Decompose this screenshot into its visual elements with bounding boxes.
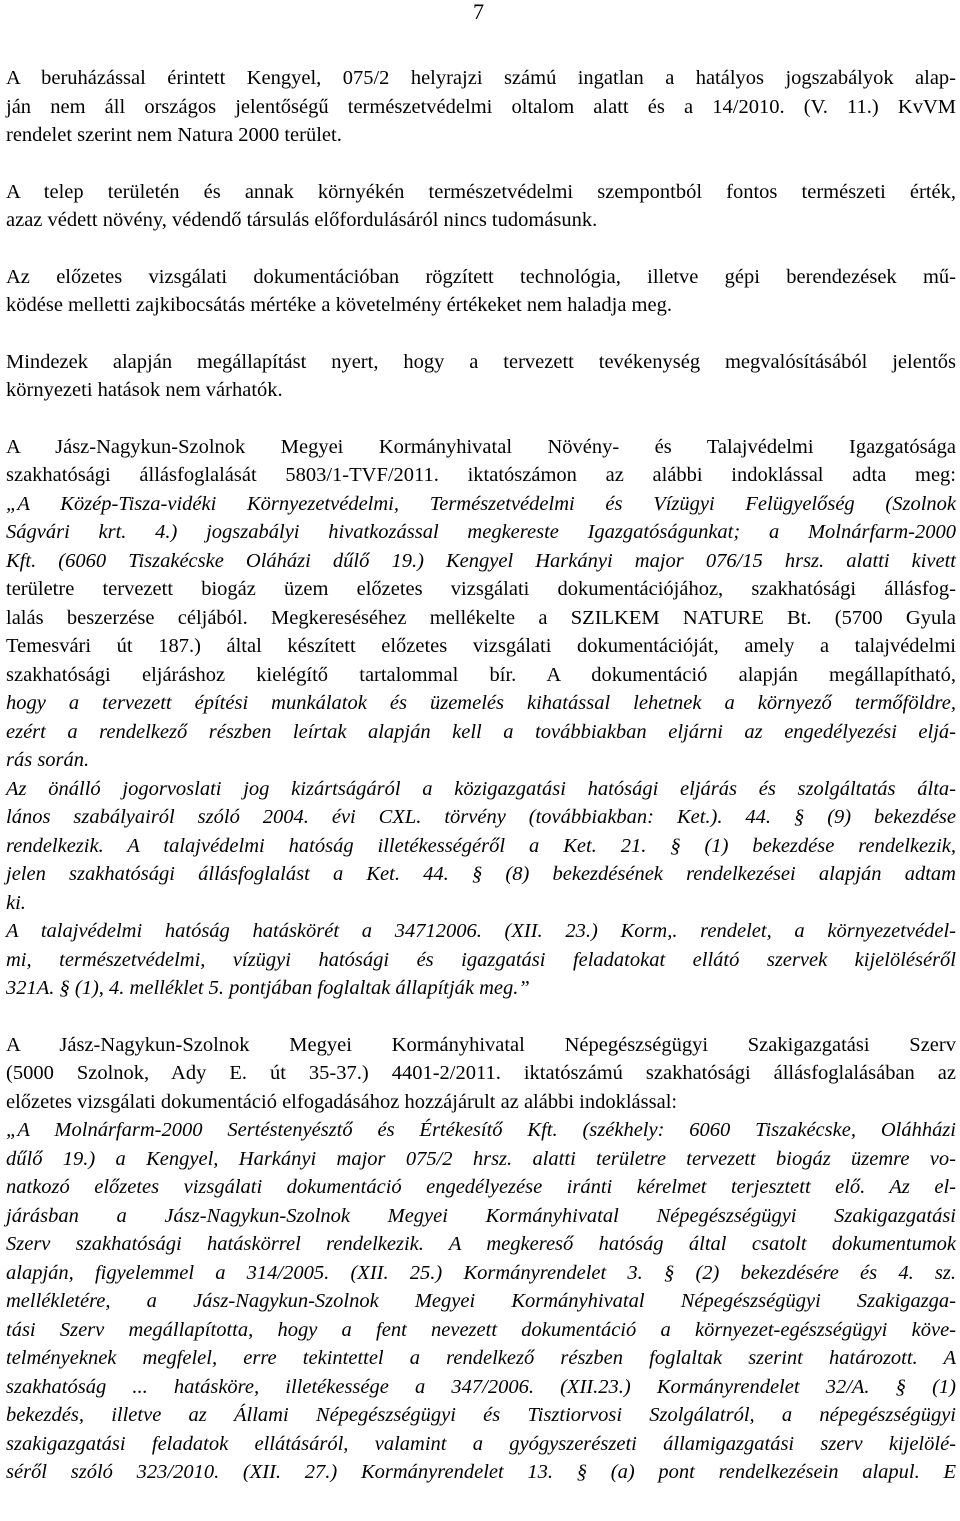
text-line: lános szabályairól szóló 2004. évi CXL. törvény (továbbiakban: Ket.). 44. § (9) bekezdése (6, 806, 956, 828)
text-line: A talajvédelmi hatóság hatáskörét a 34712006. (XII. 23.) Korm,. rendelet, a környezetvédel- (6, 920, 956, 942)
text-line: (5000 Szolnok, Ady E. út 35-37.) 4401-2/2011. iktatószámú szakhatósági állásfoglalásában az (6, 1062, 956, 1084)
text-line: ján nem áll országos jelentőségű természetvédelmi oltalom alatt és a 14/2010. (V. 11.) KvVM (6, 95, 956, 118)
page-number: 7 (473, 0, 484, 24)
text-line: Temesvári út 187.) által készített előzetes vizsgálati dokumentációját, amely a talajvédelmi (6, 635, 956, 657)
text-line: előzetes vizsgálati dokumentáció elfogadásához hozzájárult az alábbi indoklással: (6, 1090, 678, 1113)
text-line: Az előzetes vizsgálati dokumentációban rögzített technológia, illetve gépi berendezések mű- (6, 265, 956, 288)
paragraph-p4 (6, 348, 956, 405)
text-line: rendelet szerint nem Natura 2000 terület. (6, 124, 342, 146)
text-line: bekezdés, illetve az Állami Népegészségügyi és Tisztiorvosi Szolgálatról, a népegészségügyi (6, 1404, 956, 1426)
text-line: Ságvári krt. 4.) jogszabályi hivatkozással megkereste Igazgatóságunkat; a Molnárfarm-2000 (6, 521, 956, 543)
paragraph-p1 (6, 64, 956, 150)
text-line: alapján, figyelemmel a 314/2005. (XII. 25.) Kormányrendelet 3. § (2) bekezdésére és 4. sz. (6, 1261, 956, 1284)
text-line: Mindezek alapján megállapítást nyert, hogy a tervezett tevékenység megvalósításából jelentős (6, 350, 956, 373)
text-line: Az önálló jogorvoslati jog kizártságáról a közigazgatási hatósági eljárás és szolgáltatás álta- (6, 777, 956, 800)
text-line: Szerv szakhatósági hatáskörrel rendelkezik. A megkereső hatóság által csatolt dokumentumok (6, 1233, 956, 1255)
text-line: telményeknek megfelel, erre tekintettel a rendelkező részben foglaltak szerint határozott. A (6, 1347, 956, 1369)
text-line: A beruházással érintett Kengyel, 075/2 helyrajzi számú ingatlan a hatályos jogszabályok alap- (6, 67, 956, 89)
text-line: szakhatósági eljáráshoz kielégítő tartalommal bír. A dokumentáció alapján megállapítható, (6, 663, 956, 686)
text-line: mi, természetvédelmi, vízügyi hatósági és igazgatási feladatokat ellátó szervek kijelöléséről (6, 948, 956, 971)
text-line: dűlő 19.) a Kengyel, Harkányi major 075/2 hrsz. alatti területre tervezett biogáz üzemre vo- (6, 1147, 956, 1170)
paragraph-p2 (6, 178, 956, 235)
text-line: 321A. § (1), 4. melléklet 5. pontjában foglaltak állapítják meg.” (6, 977, 530, 999)
text-line: Kft. (6060 Tiszakécske Oláházi dűlő 19.) Kengyel Harkányi major 076/15 hrsz. alatti kivett (6, 549, 956, 572)
text-line: szakigazgatási feladatok ellátásáról, valamint a gyógyszerészeti államigazgatási szerv kijelölé- (6, 1432, 956, 1455)
text-line: szakhatóság ... hatásköre, illetékessége a 347/2006. (XII.23.) Kormányrendelet 32/A. § (1) (6, 1375, 956, 1398)
document-body (6, 64, 956, 1487)
paragraph-p6 (6, 1031, 956, 1487)
text-line: mellékletére, a Jász-Nagykun-Szolnok Megyei Kormányhivatal Népegészségügyi Szakigazga- (6, 1290, 956, 1312)
text-line: jelen szakhatósági állásfoglalást a Ket. 44. § (8) bekezdésének rendelkezései alapján adtam (6, 863, 956, 885)
paragraph-p3 (6, 263, 956, 320)
text-line: tási Szerv megállapította, hogy a fent nevezett dokumentáció a környezet-egészségügyi köve- (6, 1318, 956, 1341)
text-line: területre tervezett biogáz üzem előzetes vizsgálati dokumentációjához, szakhatósági állásfog- (6, 578, 956, 600)
text-line: „A Molnárfarm-2000 Sertéstenyésztő és Értékesítő Kft. (székhely: 6060 Tiszakécske, Oláhházi (6, 1119, 956, 1141)
text-line: A Jász-Nagykun-Szolnok Megyei Kormányhivatal Növény- és Talajvédelmi Igazgatósága (6, 435, 956, 458)
text-line: környezeti hatások nem várhatók. (6, 379, 283, 401)
text-line: A telep területén és annak környékén természetvédelmi szempontból fontos természeti érték, (6, 180, 956, 203)
text-line: ezért a rendelkező részben leírtak alapján kell a továbbiakban eljárni az engedélyezési eljá- (6, 720, 956, 743)
text-line: ki. (6, 891, 26, 914)
text-line: lalás beszerzése céljából. Megkereséséhez mellékelte a SZILKEM NATURE Bt. (5700 Gyula (6, 606, 956, 629)
text-line: A Jász-Nagykun-Szolnok Megyei Kormányhivatal Népegészségügyi Szakigazgatási Szerv (6, 1033, 956, 1056)
text-line: rendelkezik. A talajvédelmi hatóság illetékességéről a Ket. 21. § (1) bekezdése rendelkezik, (6, 834, 956, 857)
text-line: hogy a tervezett építési munkálatok és üzemelés kihatással lehetnek a környező termőföldre, (6, 692, 956, 714)
text-line: „A Közép-Tisza-vidéki Környezetvédelmi, Természetvédelmi és Vízügyi Felügyelőség (Szolnok (6, 492, 956, 515)
paragraph-p5 (6, 433, 956, 1003)
text-line: azaz védett növény, védendő társulás előfordulásáról nincs tudomásunk. (6, 209, 598, 231)
text-line: séről szóló 323/2010. (XII. 27.) Kormányrendelet 13. § (a) pont rendelkezésein alapul. E (6, 1461, 956, 1483)
text-line: szakhatósági állásfoglalását 5803/1-TVF/2011. iktatószámon az alábbi indoklással adta meg: (6, 464, 956, 486)
text-line: rás során. (6, 749, 90, 771)
text-line: ködése melletti zajkibocsátás mértéke a követelmény értékeket nem haladja meg. (6, 294, 672, 316)
text-line: natkozó előzetes vizsgálati dokumentáció engedélyezése iránti kérelmet terjesztett elő. Az el- (6, 1176, 956, 1198)
text-line: járásban a Jász-Nagykun-Szolnok Megyei Kormányhivatal Népegészségügyi Szakigazgatási (6, 1204, 956, 1227)
